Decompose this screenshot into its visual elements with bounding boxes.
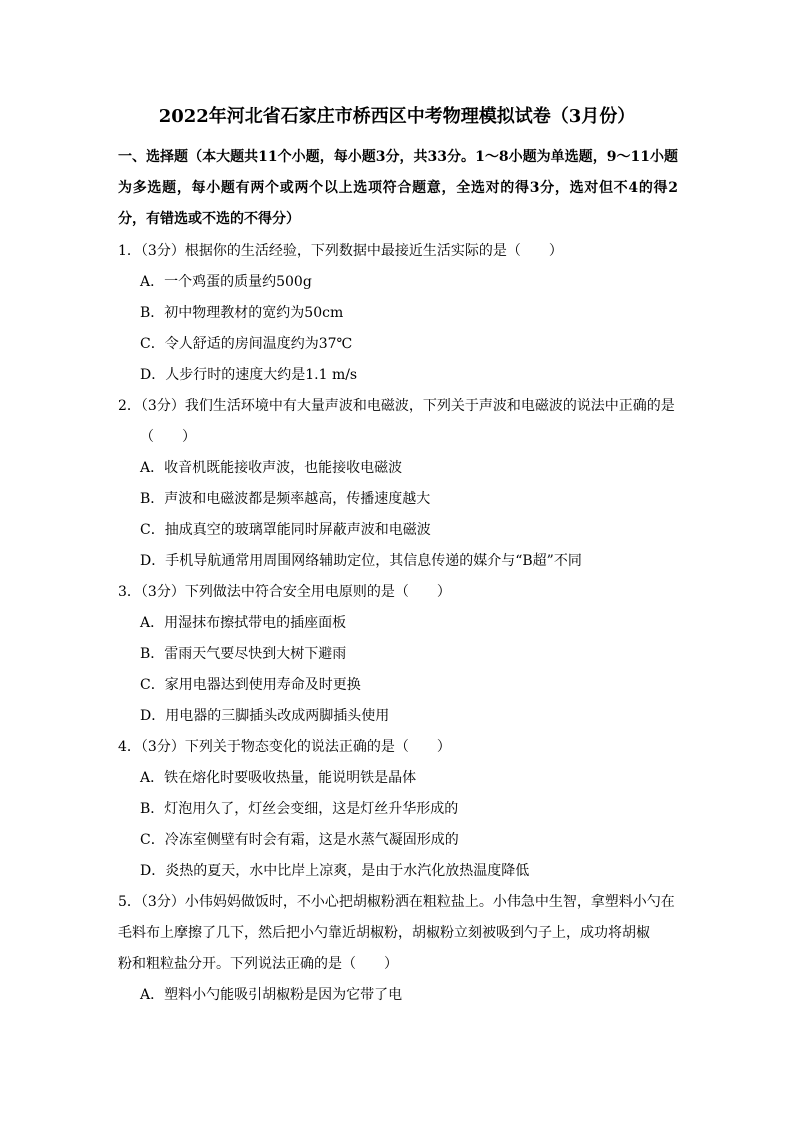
question-4-stem: 4．（3分）下列关于物态变化的说法正确的是（ ）	[118, 739, 451, 755]
question-2-option-a: A．收音机既能接收声波，也能接收电磁波	[140, 460, 403, 476]
question-3-stem: 3．（3分）下列做法中符合安全用电原则的是（ ）	[118, 584, 451, 600]
question-3-option-d: D．用电器的三脚插头改成两脚插头使用	[140, 708, 390, 724]
question-1-option-d: D．人步行时的速度大约是1.1 m/s	[140, 367, 358, 383]
section-heading: 一、选择题（本大题共11个小题，每小题3分，共33分。1～8小题为单选题，9～11小题为多选题，每小题有两个或两个以上选项符合题意，全选对的得3分，选对但不4的得2分，有错选或不选的不得分）	[118, 149, 678, 227]
question-4-option-b: B．灯泡用久了，灯丝会变细，这是灯丝升华形成的	[140, 801, 459, 817]
question-3-option-a: A．用湿抹布擦拭带电的插座面板	[140, 615, 347, 631]
question-2-stem: 2．（3分）我们生活环境中有大量声波和电磁波，下列关于声波和电磁波的说法中正确的是	[118, 398, 675, 414]
question-4-option-c: C．冷冻室侧壁有时会有霜，这是水蒸气凝固形成的	[140, 832, 459, 848]
question-1-option-b: B．初中物理教材的宽约为50cm	[140, 305, 344, 321]
question-2-option-c: C．抽成真空的玻璃罩能同时屏蔽声波和电磁波	[140, 522, 431, 538]
question-4-option-a: A．铁在熔化时要吸收热量，能说明铁是晶体	[140, 770, 417, 786]
question-4-option-d: D．炎热的夏天，水中比岸上凉爽，是由于水汽化放热温度降低	[140, 863, 530, 879]
question-5-option-a: A．塑料小勺能吸引胡椒粉是因为它带了电	[140, 987, 403, 1003]
question-2-option-d: D．手机导航通常用周围网络辅助定位，其信息传递的媒介与“B超”不同	[140, 553, 582, 569]
question-3-option-b: B．雷雨天气要尽快到大树下避雨	[140, 646, 347, 662]
page-title: 2022年河北省石家庄市桥西区中考物理模拟试卷（3月份）	[158, 106, 636, 127]
question-2-option-b: B．声波和电磁波都是频率越高，传播速度越大	[140, 491, 431, 507]
question-5-stem: 5．（3分）小伟妈妈做饭时，不小心把胡椒粉洒在粗粒盐上。小伟急中生智，拿塑料小勺在	[118, 894, 675, 910]
question-1-stem: 1．（3分）根据你的生活经验，下列数据中最接近生活实际的是（ ）	[118, 243, 563, 259]
question-1-option-a: A．一个鸡蛋的质量约500g	[140, 274, 312, 290]
question-5-stem-line-2: 毛料布上摩擦了几下，然后把小勺靠近胡椒粉，胡椒粉立刻被吸到勺子上，成功将胡椒	[118, 925, 650, 941]
question-5-stem-line-3: 粉和粗粒盐分开。下列说法正确的是（ ）	[118, 956, 398, 972]
question-2-stem-cont: （ ）	[140, 429, 196, 445]
question-1-option-c: C．令人舒适的房间温度约为37℃	[140, 336, 353, 352]
question-3-option-c: C．家用电器达到使用寿命及时更换	[140, 677, 361, 693]
